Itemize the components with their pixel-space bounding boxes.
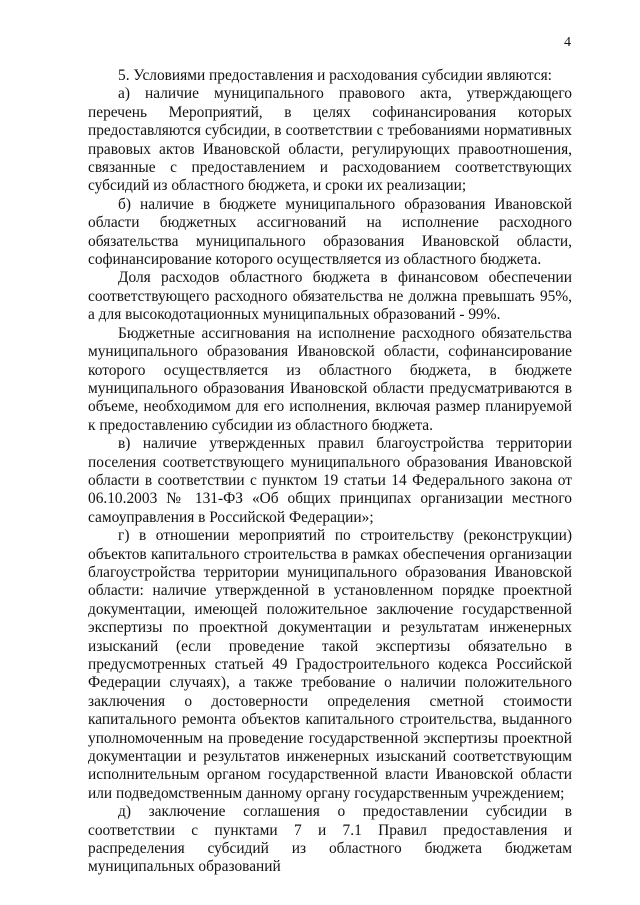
- document-body: [88, 67, 572, 877]
- paragraph-budget-allocations: Бюджетные ассигнования на исполнение расходного обязательства муниципального образования Ивановской области, софинансирование которого осуществляется из областного бюджета, в бюджете муниципального образования Ивановской области предусматриваются в объеме, необходимом для его исполнения, включая размер планируемой к предоставлению субсидии из областного бюджета.: [88, 324, 572, 434]
- page-number: 4: [564, 35, 571, 50]
- paragraph-conditions-heading: 5. Условиями предоставления и расходования субсидии являются:: [118, 67, 552, 84]
- paragraph-budget-share: Доля расходов областного бюджета в финансовом обеспечении соответствующего расходного обязательства не должна превышать 95%, а для высокодотационных муниципальных образований - 99%.: [88, 269, 572, 324]
- paragraph-item-g: г) в отношении мероприятий по строительству (реконструкции) объектов капитального строительства в рамках обеспечения организации благоустройства территории муниципального образования Ивановской области: наличие утвержденной в установленном порядке проектной документации, имеющей положительное заключение государственной экспертизы по проектной документации и результатам инженерных изысканий (если проведение такой экспертизы обязательно в предусмотренных статьей 49 Градостроительного кодекса Российской Федерации случаях), а также требование о наличии положительного заключения о достоверности определения сметной стоимости капитального ремонта объектов капитального строительства, выданного уполномоченным на проведение государственной экспертизы проектной документации и результатов инженерных изысканий соответствующим исполнительным органом государственной власти Ивановской области или подведомственным данному органу государственным учреждением;: [88, 527, 572, 802]
- paragraph-item-v: в) наличие утвержденных правил благоустройства территории поселения соответствующего муниципального образования Ивановской области в соответствии с пунктом 19 статьи 14 Федерального закона от 06.10.2003 № 131-ФЗ «Об общих принципах организации местного самоуправления в Российской Федерации»;: [88, 435, 572, 526]
- paragraph-item-a: а) наличие муниципального правового акта, утверждающего перечень Мероприятий, в целях софинансирования которых предоставляются субсидии, в соответствии с требованиями нормативных правовых актов Ивановской области, регулирующих правоотношения, связанные с предоставлением и расходованием соответствующих субсидий из областного бюджета, и сроки их реализации;: [88, 85, 572, 195]
- paragraph-item-b: б) наличие в бюджете муниципального образования Ивановской области бюджетных ассигнований на исполнение расходного обязательства муниципального образования Ивановской области, софинансирование которого осуществляется из областного бюджета.: [88, 195, 572, 269]
- paragraph-item-d: д) заключение соглашения о предоставлении субсидии в соответствии с пунктами 7 и 7.1 Правил предоставления и распределения субсидий из областного бюджета бюджетам муниципальных образований: [88, 803, 572, 876]
